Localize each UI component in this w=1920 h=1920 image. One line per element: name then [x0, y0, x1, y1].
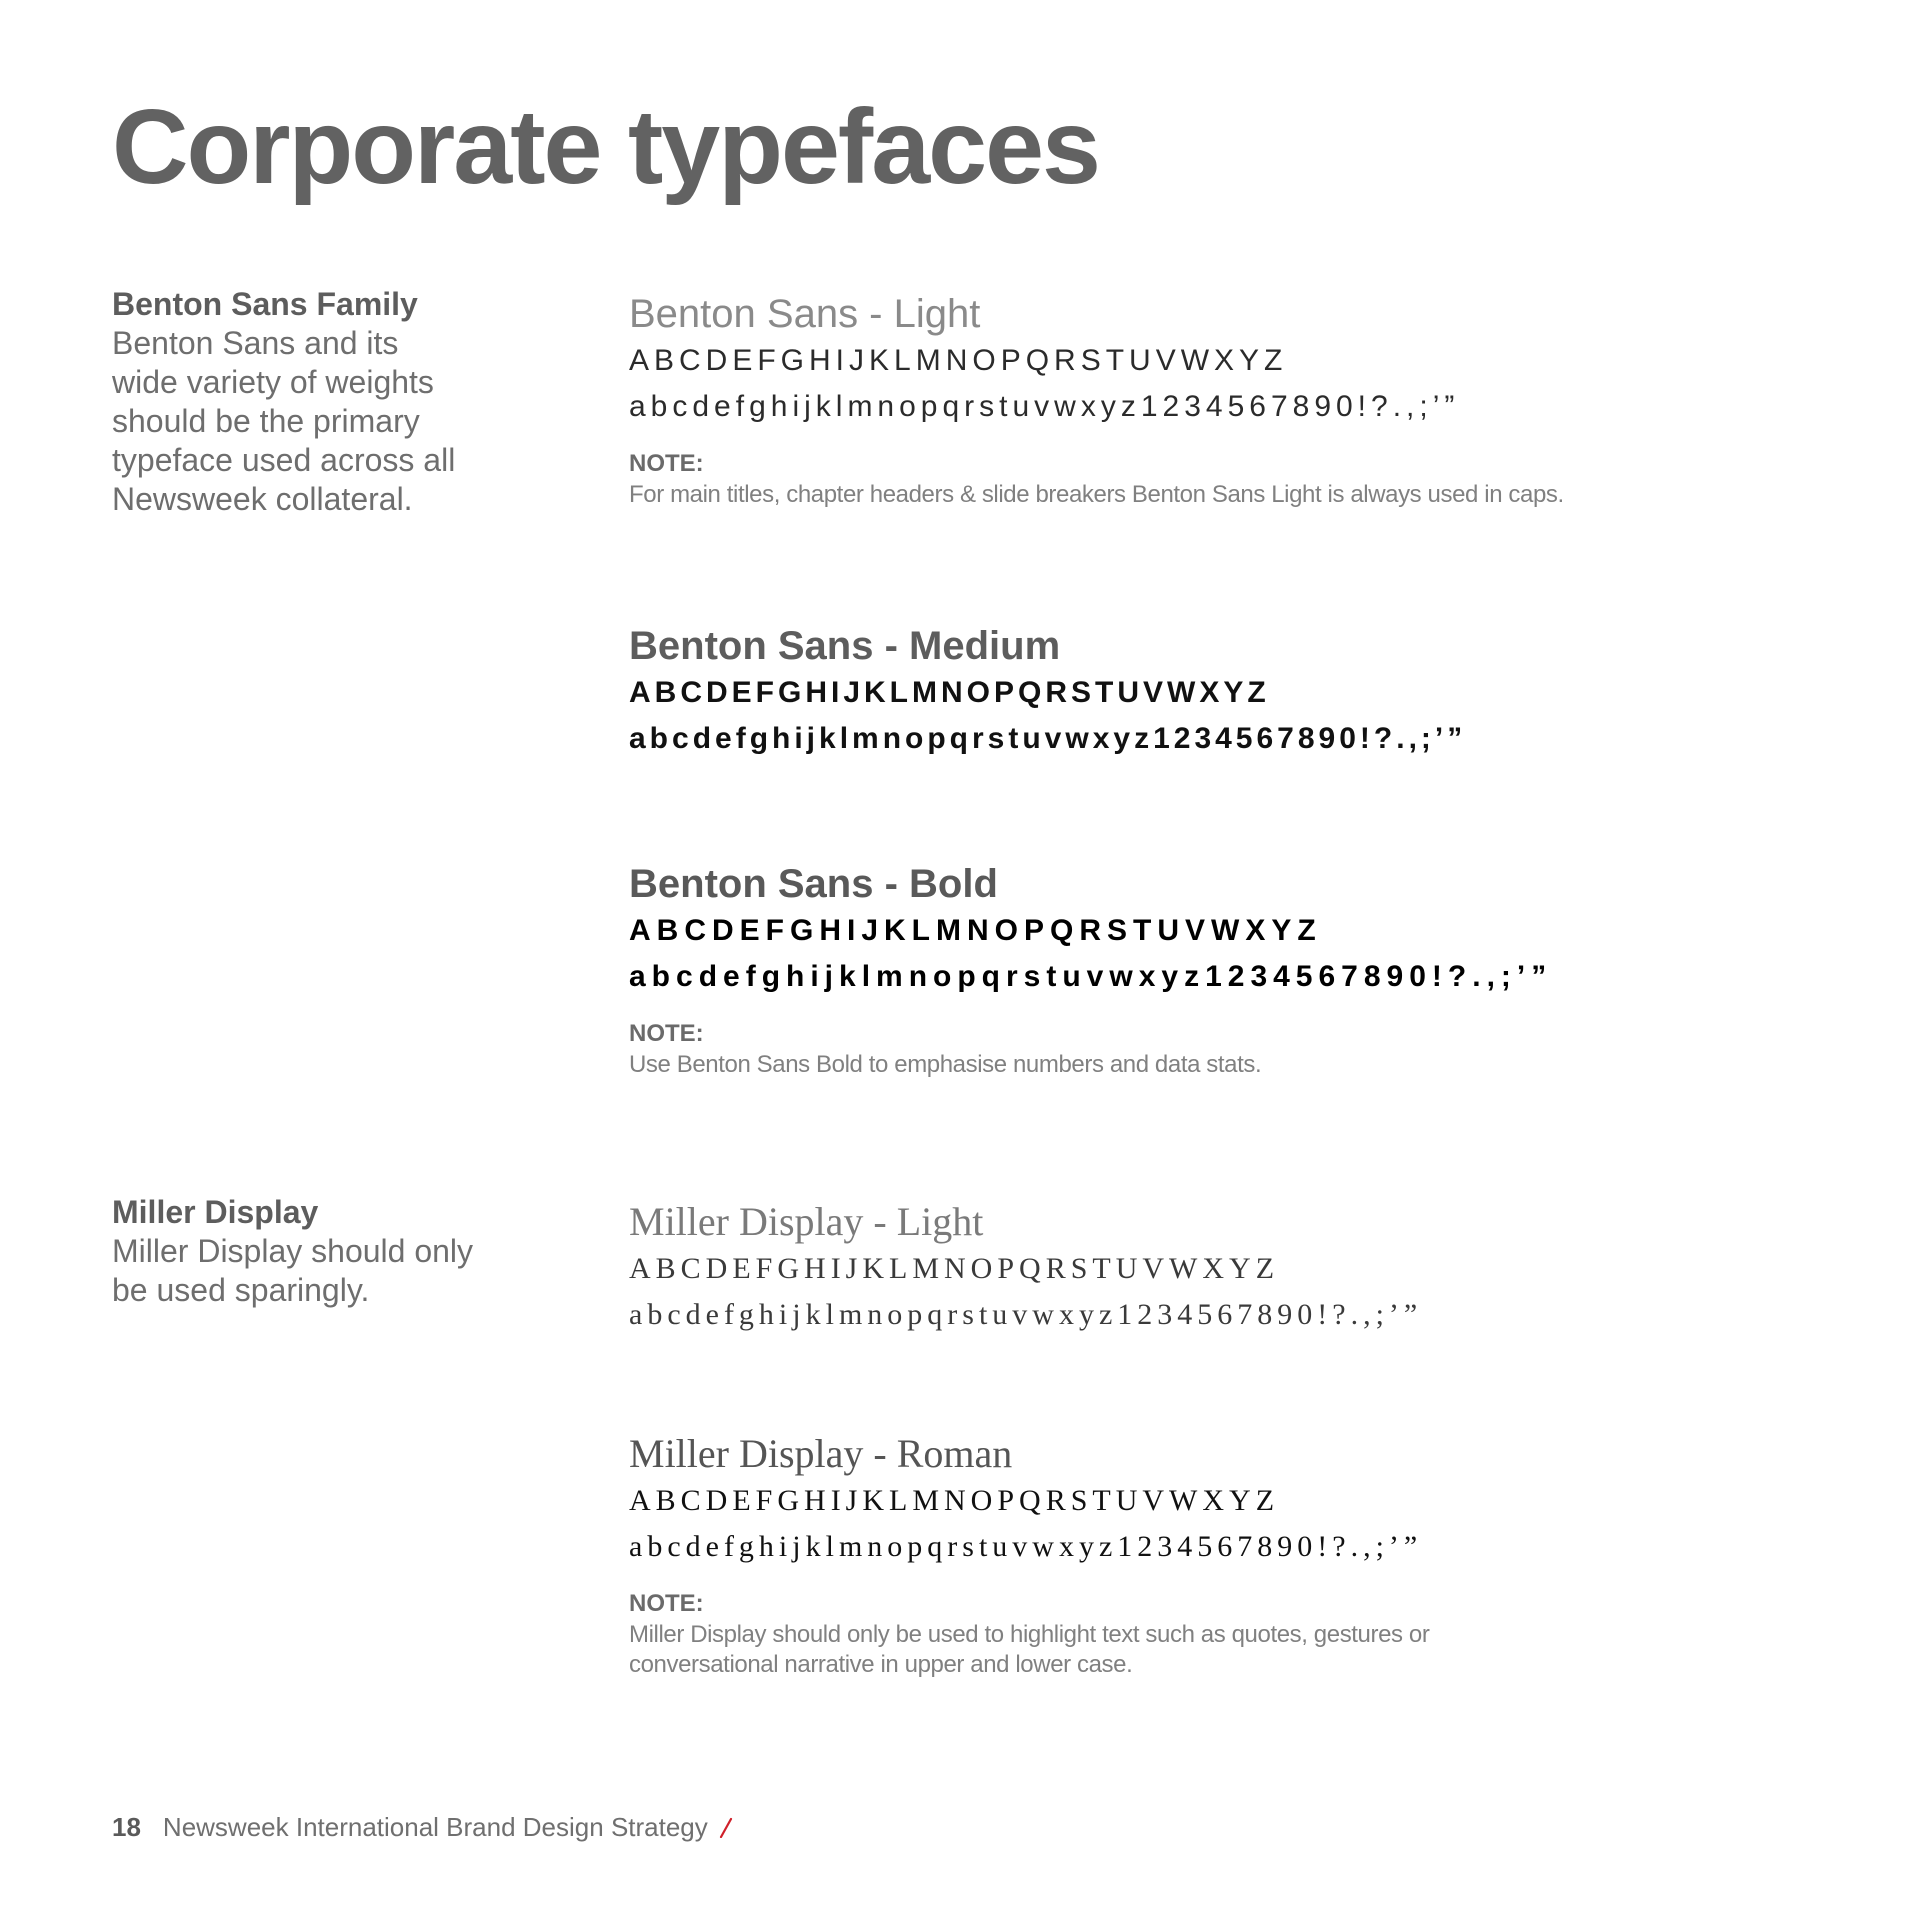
note-label: NOTE:	[629, 450, 704, 477]
family-block-miller	[112, 1193, 532, 1310]
note-text: Miller Display should only be used to highlight text such as quotes, gestures or conversational narrative in upper and lower case.	[629, 1621, 1430, 1678]
specimen-uppercase: ABCDEFGHIJKLMNOPQRSTUVWXYZ	[629, 1252, 1280, 1285]
page-title: Corporate typefaces	[112, 88, 1100, 206]
specimen-uppercase: ABCDEFGHIJKLMNOPQRSTUVWXYZ	[629, 344, 1288, 377]
family-block-benton	[112, 285, 532, 519]
specimen-title: Benton Sans - Medium	[629, 624, 1061, 668]
specimen-benton-medium	[629, 622, 1466, 762]
page-footer	[112, 1810, 734, 1844]
family-description: Benton Sans and its wide variety of weights should be the primary typeface used across all Newsweek collateral.	[112, 325, 456, 517]
publication-title: Newsweek International Brand Design Strategy	[162, 1812, 708, 1842]
specimen-lowercase: abcdefghijklmnopqrstuvwxyz1234567890!?.,;’”	[629, 960, 1553, 993]
specimen-miller-light	[629, 1198, 1422, 1338]
specimen-lowercase: abcdefghijklmnopqrstuvwxyz1234567890!?.,;’”	[629, 722, 1467, 755]
specimen-lowercase: abcdefghijklmnopqrstuvwxyz1234567890!?.,;’”	[629, 1530, 1423, 1563]
specimen-lowercase: abcdefghijklmnopqrstuvwxyz1234567890!?.,;’”	[629, 390, 1460, 423]
family-name: Benton Sans Family	[112, 286, 418, 322]
family-name: Miller Display	[112, 1194, 319, 1230]
note-text: Use Benton Sans Bold to emphasise numbers and data stats.	[629, 1051, 1262, 1078]
specimen-benton-bold	[629, 860, 1552, 1080]
specimen-benton-light	[629, 290, 1564, 510]
family-description: Miller Display should only be used sparingly.	[112, 1233, 474, 1308]
specimen-title: Benton Sans - Bold	[629, 862, 998, 906]
specimen-uppercase: ABCDEFGHIJKLMNOPQRSTUVWXYZ	[629, 1484, 1280, 1517]
specimen-uppercase: ABCDEFGHIJKLMNOPQRSTUVWXYZ	[629, 676, 1270, 709]
page-number: 18	[112, 1812, 141, 1842]
specimen-title: Miller Display - Roman	[629, 1431, 1013, 1476]
note-label: NOTE:	[629, 1020, 704, 1047]
specimen-lowercase: abcdefghijklmnopqrstuvwxyz1234567890!?.,;’”	[629, 1298, 1423, 1331]
specimen-miller-roman	[629, 1430, 1529, 1680]
note-text: For main titles, chapter headers & slide breakers Benton Sans Light is always used in caps.	[629, 481, 1564, 508]
specimen-title: Miller Display - Light	[629, 1199, 984, 1244]
specimen-title: Benton Sans - Light	[629, 292, 981, 336]
specimen-uppercase: ABCDEFGHIJKLMNOPQRSTUVWXYZ	[629, 914, 1322, 947]
note-label: NOTE:	[629, 1590, 704, 1617]
slash-accent-icon	[718, 1816, 734, 1838]
